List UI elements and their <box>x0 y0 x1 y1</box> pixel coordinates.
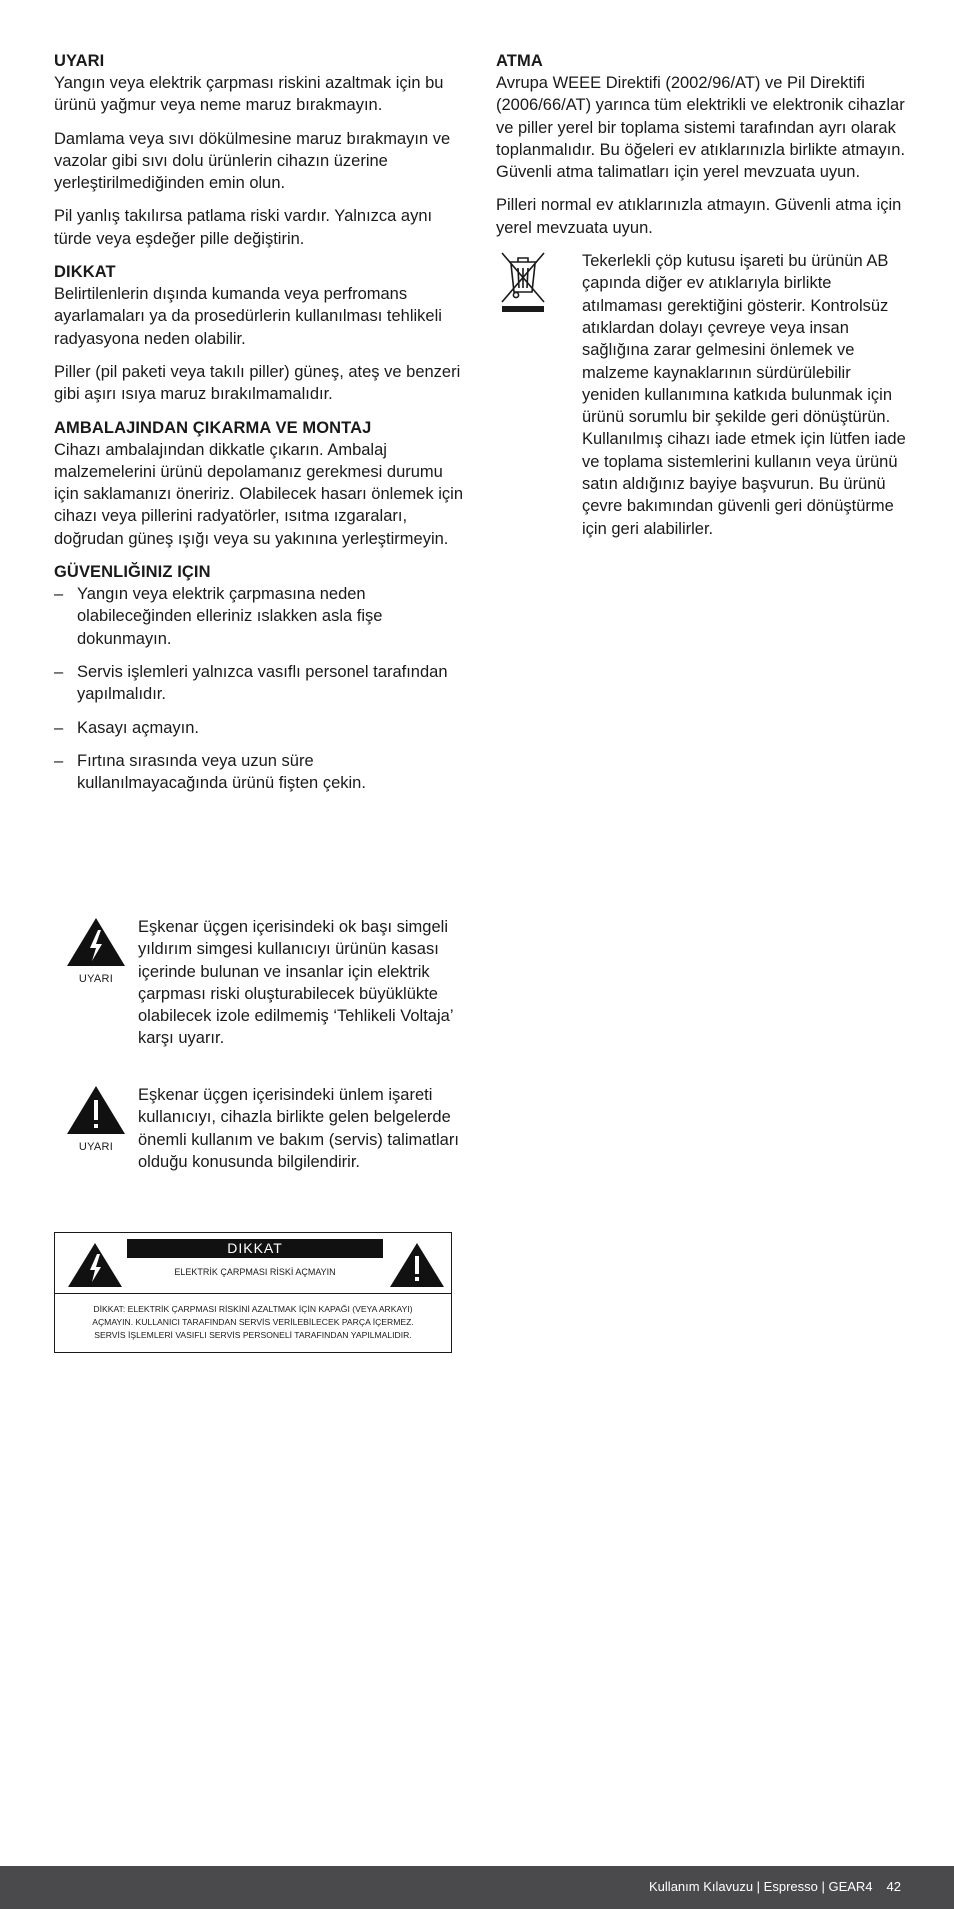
exclamation-triangle-icon <box>65 1084 127 1136</box>
atma-paragraph-2: Pilleri normal ev atıklarınızla atmayın. Güvenli atma için yerel mevzuata uyun. <box>496 196 902 237</box>
dikkat-paragraph-1: Belirtilenlerin dışında kumanda veya perfromans ayarlamaları ya da prosedürlerin kullanılması tehlikeli radyasyona neden olabilir. <box>54 285 442 348</box>
list-item <box>54 583 464 650</box>
dikkat-heading: DIKKAT <box>54 263 116 282</box>
list-item-text: Yangın veya elektrik çarpmasına neden olabileceğinden elleriniz ıslakken asla fişe dokunmayın. <box>77 585 383 648</box>
exclaim-warning-icon-wrap <box>54 1084 138 1173</box>
caution-label-line-1: DİKKAT: ELEKTRİK ÇARPMASI RİSKİNİ AZALTMAK İÇİN KAPAĞI (VEYA ARKAYI) <box>93 1304 413 1314</box>
crossed-wheelie-bin-icon <box>496 250 582 540</box>
left-column <box>54 50 464 805</box>
caution-label-top <box>55 1233 451 1294</box>
dash-bullet: – <box>54 662 64 681</box>
caution-label-subtitle: ELEKTRİK ÇARPMASI RİSKİ AÇMAYIN <box>174 1267 336 1277</box>
lightning-warning-block <box>54 916 464 1050</box>
exclaim-warning-text: Eşkenar üçgen içerisindeki ünlem işareti kullanıcıyı, cihazla birlikte gelen belgelerde önemli kullanım ve bakım (servis) talimatları olduğu konusunda bilgilendirir. <box>138 1086 459 1171</box>
guvenlik-list <box>54 583 464 794</box>
lightning-warning-icon-wrap <box>54 916 138 1050</box>
lightning-triangle-icon <box>65 916 127 968</box>
ambalaj-heading: AMBALAJINDAN ÇIKARMA VE MONTAJ <box>54 418 372 437</box>
caution-label-title: DIKKAT <box>127 1239 383 1258</box>
exclaim-warning-label: UYARI <box>78 1141 114 1153</box>
dash-bullet: – <box>54 585 64 604</box>
right-column <box>496 50 906 540</box>
uyari-heading: UYARI <box>54 52 105 70</box>
ambalaj-paragraph: Cihazı ambalajından dikkatle çıkarın. Ambalaj malzemelerini ürünü depolamanız gerekmesi durumu için saklamanızı öneririz. Olabilecek hasarı önlemek için cihazı veya pillerini radyatörler, ısıtma ızgaraları, doğrudan güneş ışığı veya su yakınına yerleştirmeyin. <box>54 440 464 548</box>
caution-label-box <box>54 1232 452 1353</box>
list-item-text: Servis işlemleri yalnızca vasıflı personel tarafından yapılmalıdır. <box>77 662 448 704</box>
guvenlik-heading: GÜVENLIĞINIZ IÇIN <box>54 563 211 582</box>
list-item <box>54 717 464 739</box>
list-item <box>54 661 464 706</box>
exclamation-triangle-icon <box>389 1242 445 1288</box>
uyari-paragraph-2: Damlama veya sıvı dökülmesine maruz bırakmayın ve vazolar gibi sıvı dolu ürünlerin cihazın üzerine yerleştirilmediğinden emin olun. <box>54 129 451 193</box>
lightning-warning-label: UYARI <box>78 973 114 985</box>
dikkat-section <box>54 261 464 405</box>
uyari-paragraph-1: Yangın veya elektrik çarpması riskini azaltmak için bu ürünü yağmur veya neme maruz bırakmayın. <box>54 74 444 115</box>
caution-label-line-2: AÇMAYIN. KULLANICI TARAFINDAN SERVİS VERİLEBİLECEK PARÇA İÇERMEZ. <box>92 1317 414 1327</box>
ambalaj-section <box>54 417 464 550</box>
list-item-text: Kasayı açmayın. <box>77 718 199 737</box>
exclaim-warning-block <box>54 1084 464 1173</box>
page-number: 42 <box>886 1879 901 1894</box>
footer-title: Kullanım Kılavuzu | Espresso | GEAR4 <box>649 1879 873 1894</box>
caution-label-text <box>61 1303 445 1342</box>
lightning-triangle-icon <box>67 1242 123 1288</box>
lightning-warning-text: Eşkenar üçgen içerisindeki ok başı simgeli yıldırım simgesi kullanıcıyı ürünün kasası içerinde bulunan ve insanlar için elektrik çarpması riski oluşturabilecek büyüklükte olabilecek izole edilmemiş ‘Tehlikeli Voltaja’ karşı uyarır. <box>138 918 453 1048</box>
dash-bullet: – <box>54 718 64 737</box>
uyari-paragraph-3: Pil yanlış takılırsa patlama riski vardır. Yalnızca aynı türde veya eşdeğer pille değiştirin. <box>54 207 433 248</box>
caution-label-line-3: SERVİS İŞLEMLERİ VASIFLI SERVİS PERSONELİ TARAFINDAN YAPILMALIDIR. <box>94 1330 412 1340</box>
atma-paragraph-1: Avrupa WEEE Direktifi (2002/96/AT) ve Pil Direktifi (2006/66/AT) yarınca tüm elektrikli ve elektronik cihazlar ve piller yerel bir toplama sistemi tarafından ayrı olarak toplanmalıdır. Bu öğeleri ev atıklarınızla birlikte atmayın. Güvenli atma talimatları için yerel mevzuata uyun. <box>496 74 906 182</box>
weee-notice <box>496 250 906 540</box>
guvenlik-section <box>54 561 464 794</box>
footer-text-wrap <box>649 1879 901 1894</box>
dikkat-paragraph-2: Piller (pil paketi veya takılı piller) güneş, ateş ve benzeri gibi aşırı ısıya maruz bırakılmamalıdır. <box>54 362 461 404</box>
dash-bullet: – <box>54 751 64 770</box>
uyari-section <box>54 50 464 250</box>
list-item <box>54 750 464 795</box>
page-footer <box>0 1866 954 1909</box>
atma-heading: ATMA <box>496 52 543 70</box>
list-item-text: Fırtına sırasında veya uzun süre kullanılmayacağında ürünü fişten çekin. <box>77 751 366 793</box>
weee-text: Tekerlekli çöp kutusu işareti bu ürünün AB çapında diğer ev atıklarıyla birlikte atılmaması gerektiğini gösterir. Kontrolsüz atıklardan dolayı çevreye veya insan sağlığına zarar gelmesini önlemek ve malzeme kaynaklarının sürdürülebilir yeniden kullanımına katkıda bulunmak için ürünü sorumlu bir şekilde geri dönüştürün. Kullanılmış cihazı iade etmek için lütfen iade ve toplama sistemlerini kullanın veya ürünü satın aldığınız bayiye başvurun. Bu ürünü çevre bakımından güvenli geri dönüştürme için geri alabilirler. <box>582 252 906 538</box>
